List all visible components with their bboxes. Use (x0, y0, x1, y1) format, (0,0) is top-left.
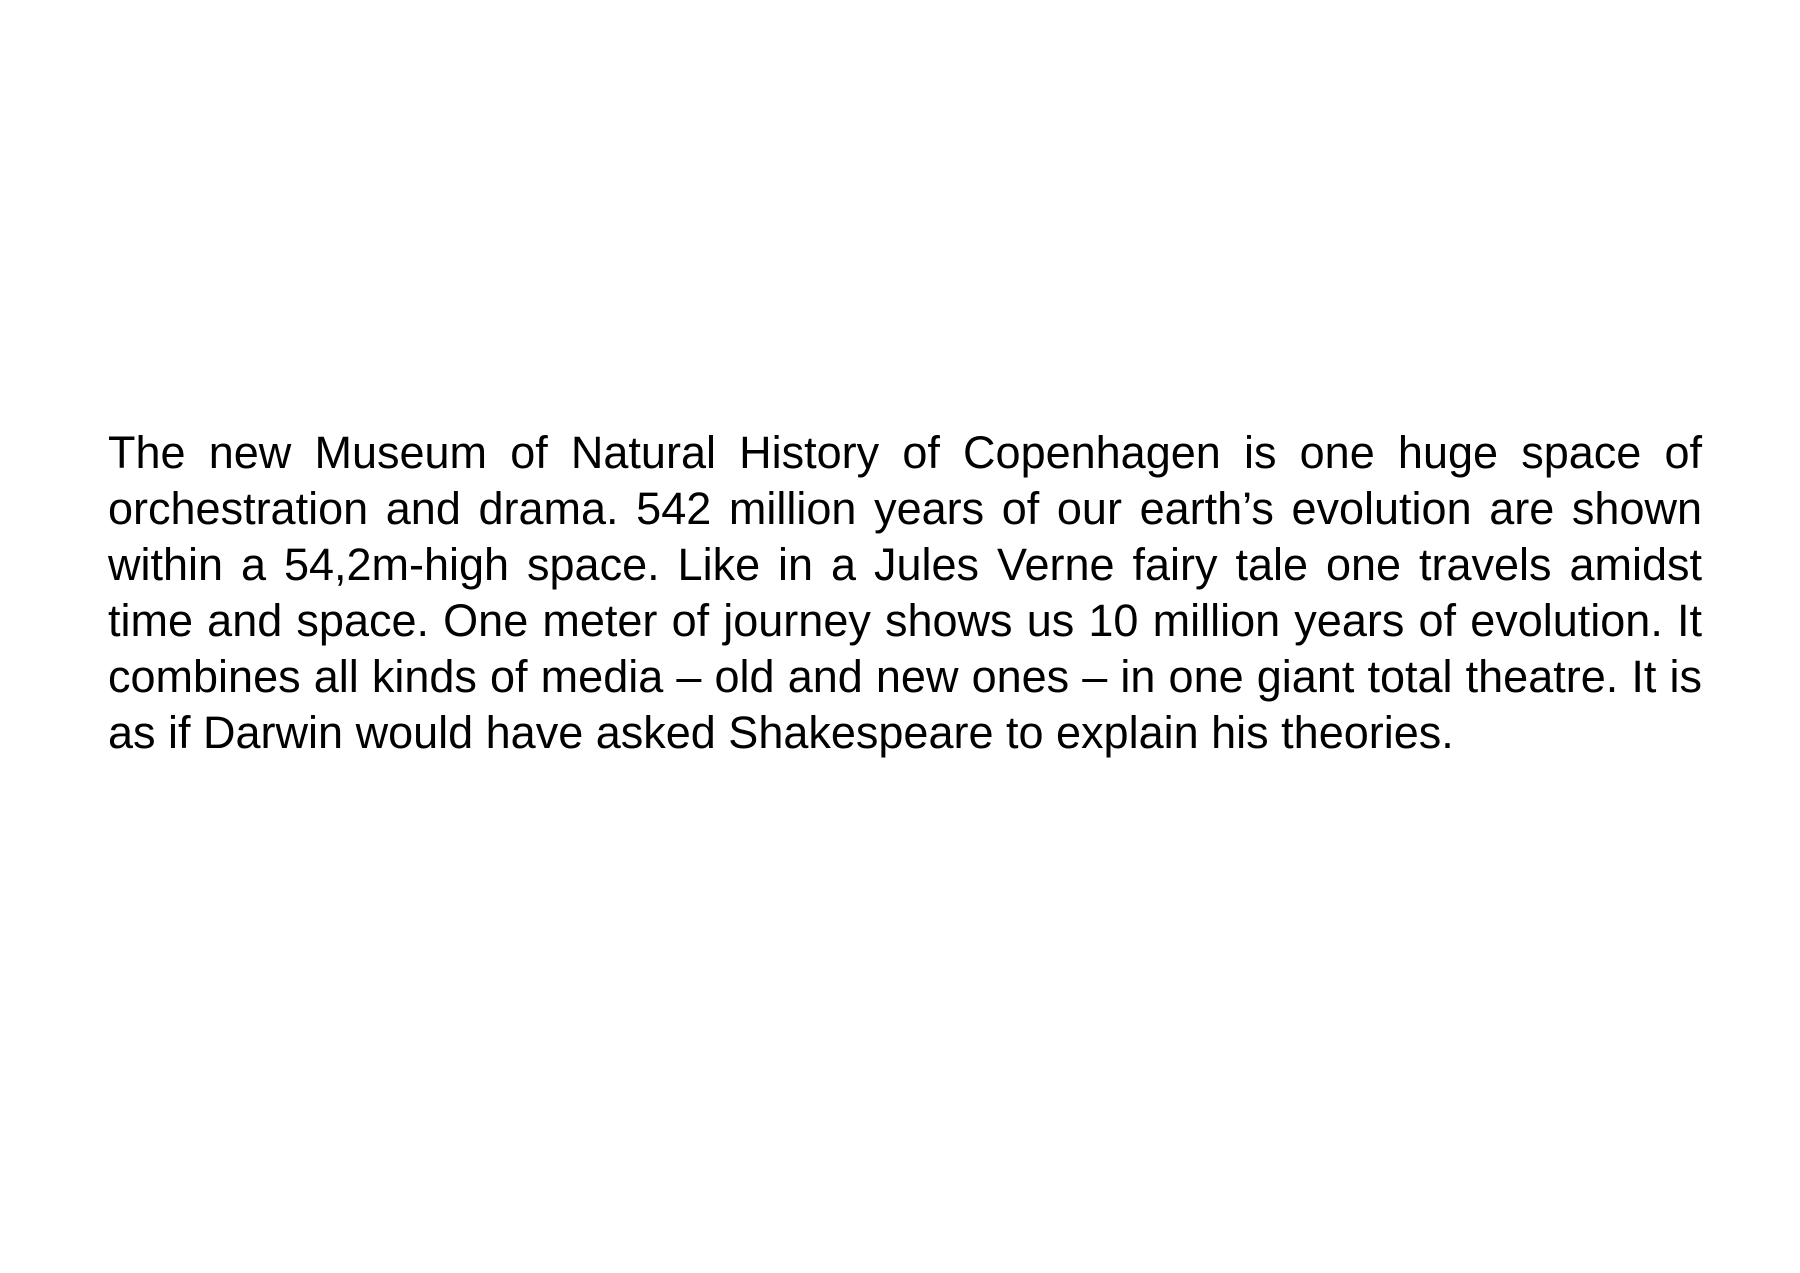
body-paragraph: The new Museum of Natural History of Copenhagen is one huge space of orchestration and drama. 542 million years of our earth’s evolution are shown within a 54,2m-high space. Like in a Jules Verne fairy tale one travels amidst time and space. One meter of journey shows us 10 million years of evolution. It combines all kinds of media – old and new ones – in one giant total theatre. It is as if Darwin would have asked Shakespeare to explain his theories. (108, 427, 1702, 758)
